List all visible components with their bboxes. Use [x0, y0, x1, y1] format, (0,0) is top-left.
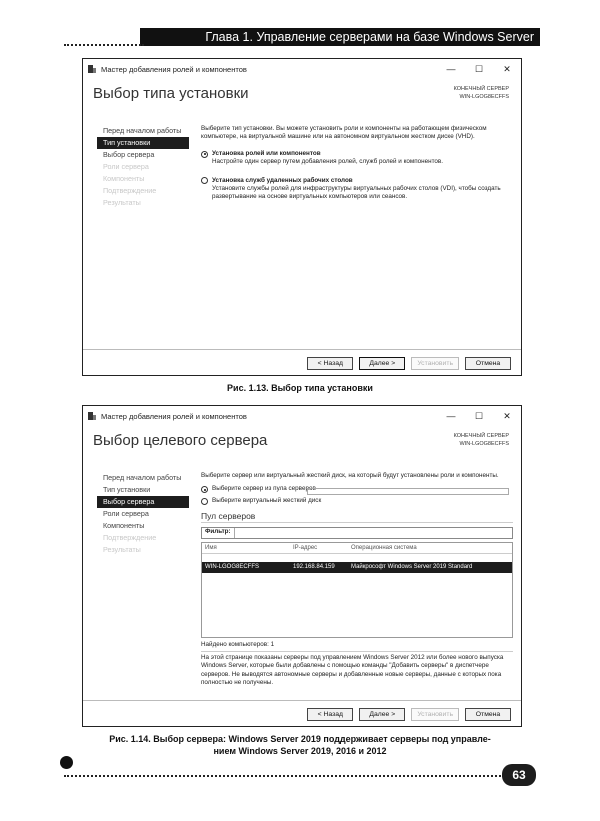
cell-os: Майкрософт Windows Server 2019 Standard	[351, 563, 473, 570]
next-button[interactable]: Далее >	[359, 357, 405, 370]
page-number: 63	[502, 764, 536, 786]
wizard-page-header	[83, 426, 521, 460]
intro-text: Выберите сервер или виртуальный жесткий диск, на который будут установлены роли и компоненты.	[201, 472, 499, 479]
option-vhd[interactable]	[201, 497, 513, 505]
cell-name: WIN-LGOG8ECFFS	[205, 563, 260, 570]
wizard-page-header	[83, 79, 521, 113]
window-titlebar	[83, 406, 521, 426]
close-icon[interactable]: ✕	[503, 63, 511, 74]
radio-unselected[interactable]	[201, 498, 208, 505]
filter-row	[201, 527, 513, 539]
chapter-header: Глава 1. Управление серверами на базе Windows Server	[140, 28, 540, 46]
cancel-button[interactable]: Отмена	[465, 708, 511, 721]
server-manager-icon	[87, 64, 97, 74]
wizard-buttons	[307, 357, 511, 370]
option-label: Выберите виртуальный жесткий диск	[212, 496, 322, 504]
nav-item-before-you-begin[interactable]: Перед началом работы	[103, 126, 182, 135]
minimize-icon[interactable]: —	[446, 411, 456, 421]
intro-text: Выберите тип установки. Вы можете установить роли и компоненты на работающем физическом компьютере, на виртуальной машине или на автономном виртуальном жестком диске (VHD).	[201, 125, 487, 141]
grid-header	[202, 543, 512, 554]
page-title: Выбор типа установки	[93, 85, 249, 102]
destination-server-name: WIN-LGOG8ECFFS	[459, 94, 509, 100]
filter-input[interactable]	[234, 528, 512, 538]
footer-dotted-rule	[64, 775, 504, 777]
filter-label: Фильтр:	[205, 528, 231, 536]
column-os[interactable]: Операционная система	[351, 544, 417, 551]
option-server-pool[interactable]	[201, 485, 513, 493]
column-name[interactable]: Имя	[205, 544, 217, 551]
back-button[interactable]: < Назад	[307, 708, 353, 721]
wizard-nav	[97, 472, 189, 556]
option-description: Установите службы ролей для инфраструктуры виртуальных рабочих столов (VDI), чтобы создать развертывание на основе виртуальных компьютеров или сеансов.	[212, 185, 501, 201]
wizard-content	[201, 472, 513, 688]
radio-selected[interactable]	[201, 486, 208, 493]
option-label: Установка ролей или компонентов	[212, 149, 321, 157]
server-pool-title: Пул серверов	[201, 512, 513, 522]
footer-divider	[83, 700, 521, 701]
window-titlebar	[83, 59, 521, 79]
option-focus-box	[307, 488, 509, 495]
nav-item-features: Компоненты	[103, 174, 145, 183]
caption-line: Рис. 1.14. Выбор сервера: Windows Server 2019 поддерживает серверы под управле-	[109, 734, 491, 744]
maximize-icon[interactable]: ☐	[474, 410, 484, 421]
nav-item-results: Результаты	[103, 198, 141, 207]
radio-unselected[interactable]	[201, 177, 208, 184]
minimize-icon[interactable]: —	[446, 64, 456, 74]
nav-item-installation-type[interactable]: Тип установки	[97, 137, 189, 149]
cell-ip: 192.168.84.159	[293, 563, 335, 570]
window-title: Мастер добавления ролей и компонентов	[101, 64, 247, 74]
nav-item-results: Результаты	[103, 545, 141, 554]
nav-item-server-roles[interactable]: Роли сервера	[103, 509, 149, 518]
header-dotted-rule	[64, 44, 144, 46]
found-count: Найдено компьютеров: 1	[201, 640, 275, 648]
destination-server-name: WIN-LGOG8ECFFS	[459, 441, 509, 447]
footer-divider	[83, 349, 521, 350]
nav-item-server-selection[interactable]: Выбор сервера	[97, 496, 189, 508]
option-role-based[interactable]	[201, 150, 513, 158]
radio-selected[interactable]	[201, 151, 208, 158]
option-label: Установка служб удаленных рабочих столов	[212, 176, 353, 184]
option-remote-desktop[interactable]	[201, 177, 513, 185]
page-title: Выбор целевого сервера	[93, 432, 268, 449]
install-button: Установить	[411, 357, 459, 370]
back-button[interactable]: < Назад	[307, 357, 353, 370]
option-label: Выберите сервер из пула серверов	[212, 485, 316, 493]
next-button[interactable]: Далее >	[359, 708, 405, 721]
server-grid	[201, 542, 513, 638]
nav-item-server-selection[interactable]: Выбор сервера	[103, 150, 155, 159]
figure-caption-1-13: Рис. 1.13. Выбор типа установки	[227, 383, 373, 393]
nav-item-confirmation: Подтверждение	[103, 533, 157, 542]
wizard-window-install-type	[82, 58, 522, 376]
nav-item-confirmation: Подтверждение	[103, 186, 157, 195]
nav-item-before-you-begin[interactable]: Перед началом работы	[103, 473, 182, 482]
install-button: Установить	[411, 708, 459, 721]
destination-server	[454, 85, 509, 101]
wizard-nav	[97, 125, 189, 209]
window-title: Мастер добавления ролей и компонентов	[101, 411, 247, 421]
wizard-content	[201, 125, 513, 202]
destination-server	[454, 432, 509, 448]
figure-caption-1-14	[40, 733, 560, 757]
option-description: Настройте один сервер путем добавления ролей, служб ролей и компонентов.	[212, 158, 444, 166]
nav-item-server-roles: Роли сервера	[103, 162, 149, 171]
wizard-window-server-selection	[82, 405, 522, 727]
cancel-button[interactable]: Отмена	[465, 357, 511, 370]
nav-item-features[interactable]: Компоненты	[103, 521, 145, 530]
note-text: На этой странице показаны серверы под управлением Windows Server 2012 или более нового выпуска Windows Server, которые были добавлены с помощью команды "Добавить серверы" в диспетчере серверов. Не выводятся автономные серверы и добавленные новые серверы, данные с которых пока полностью не получены.	[201, 654, 504, 687]
destination-label: КОНЕЧНЫЙ СЕРВЕР	[453, 433, 509, 439]
table-row[interactable]	[202, 562, 512, 573]
wizard-buttons	[307, 708, 511, 721]
bullet-dot	[60, 756, 73, 769]
server-manager-icon	[87, 411, 97, 421]
maximize-icon[interactable]: ☐	[474, 63, 484, 74]
caption-line: нием Windows Server 2019, 2016 и 2012	[213, 746, 387, 756]
close-icon[interactable]: ✕	[503, 410, 511, 421]
note-divider	[201, 651, 513, 652]
destination-label: КОНЕЧНЫЙ СЕРВЕР	[453, 86, 509, 92]
column-ip[interactable]: IP-адрес	[293, 544, 318, 551]
nav-item-installation-type[interactable]: Тип установки	[103, 485, 151, 494]
